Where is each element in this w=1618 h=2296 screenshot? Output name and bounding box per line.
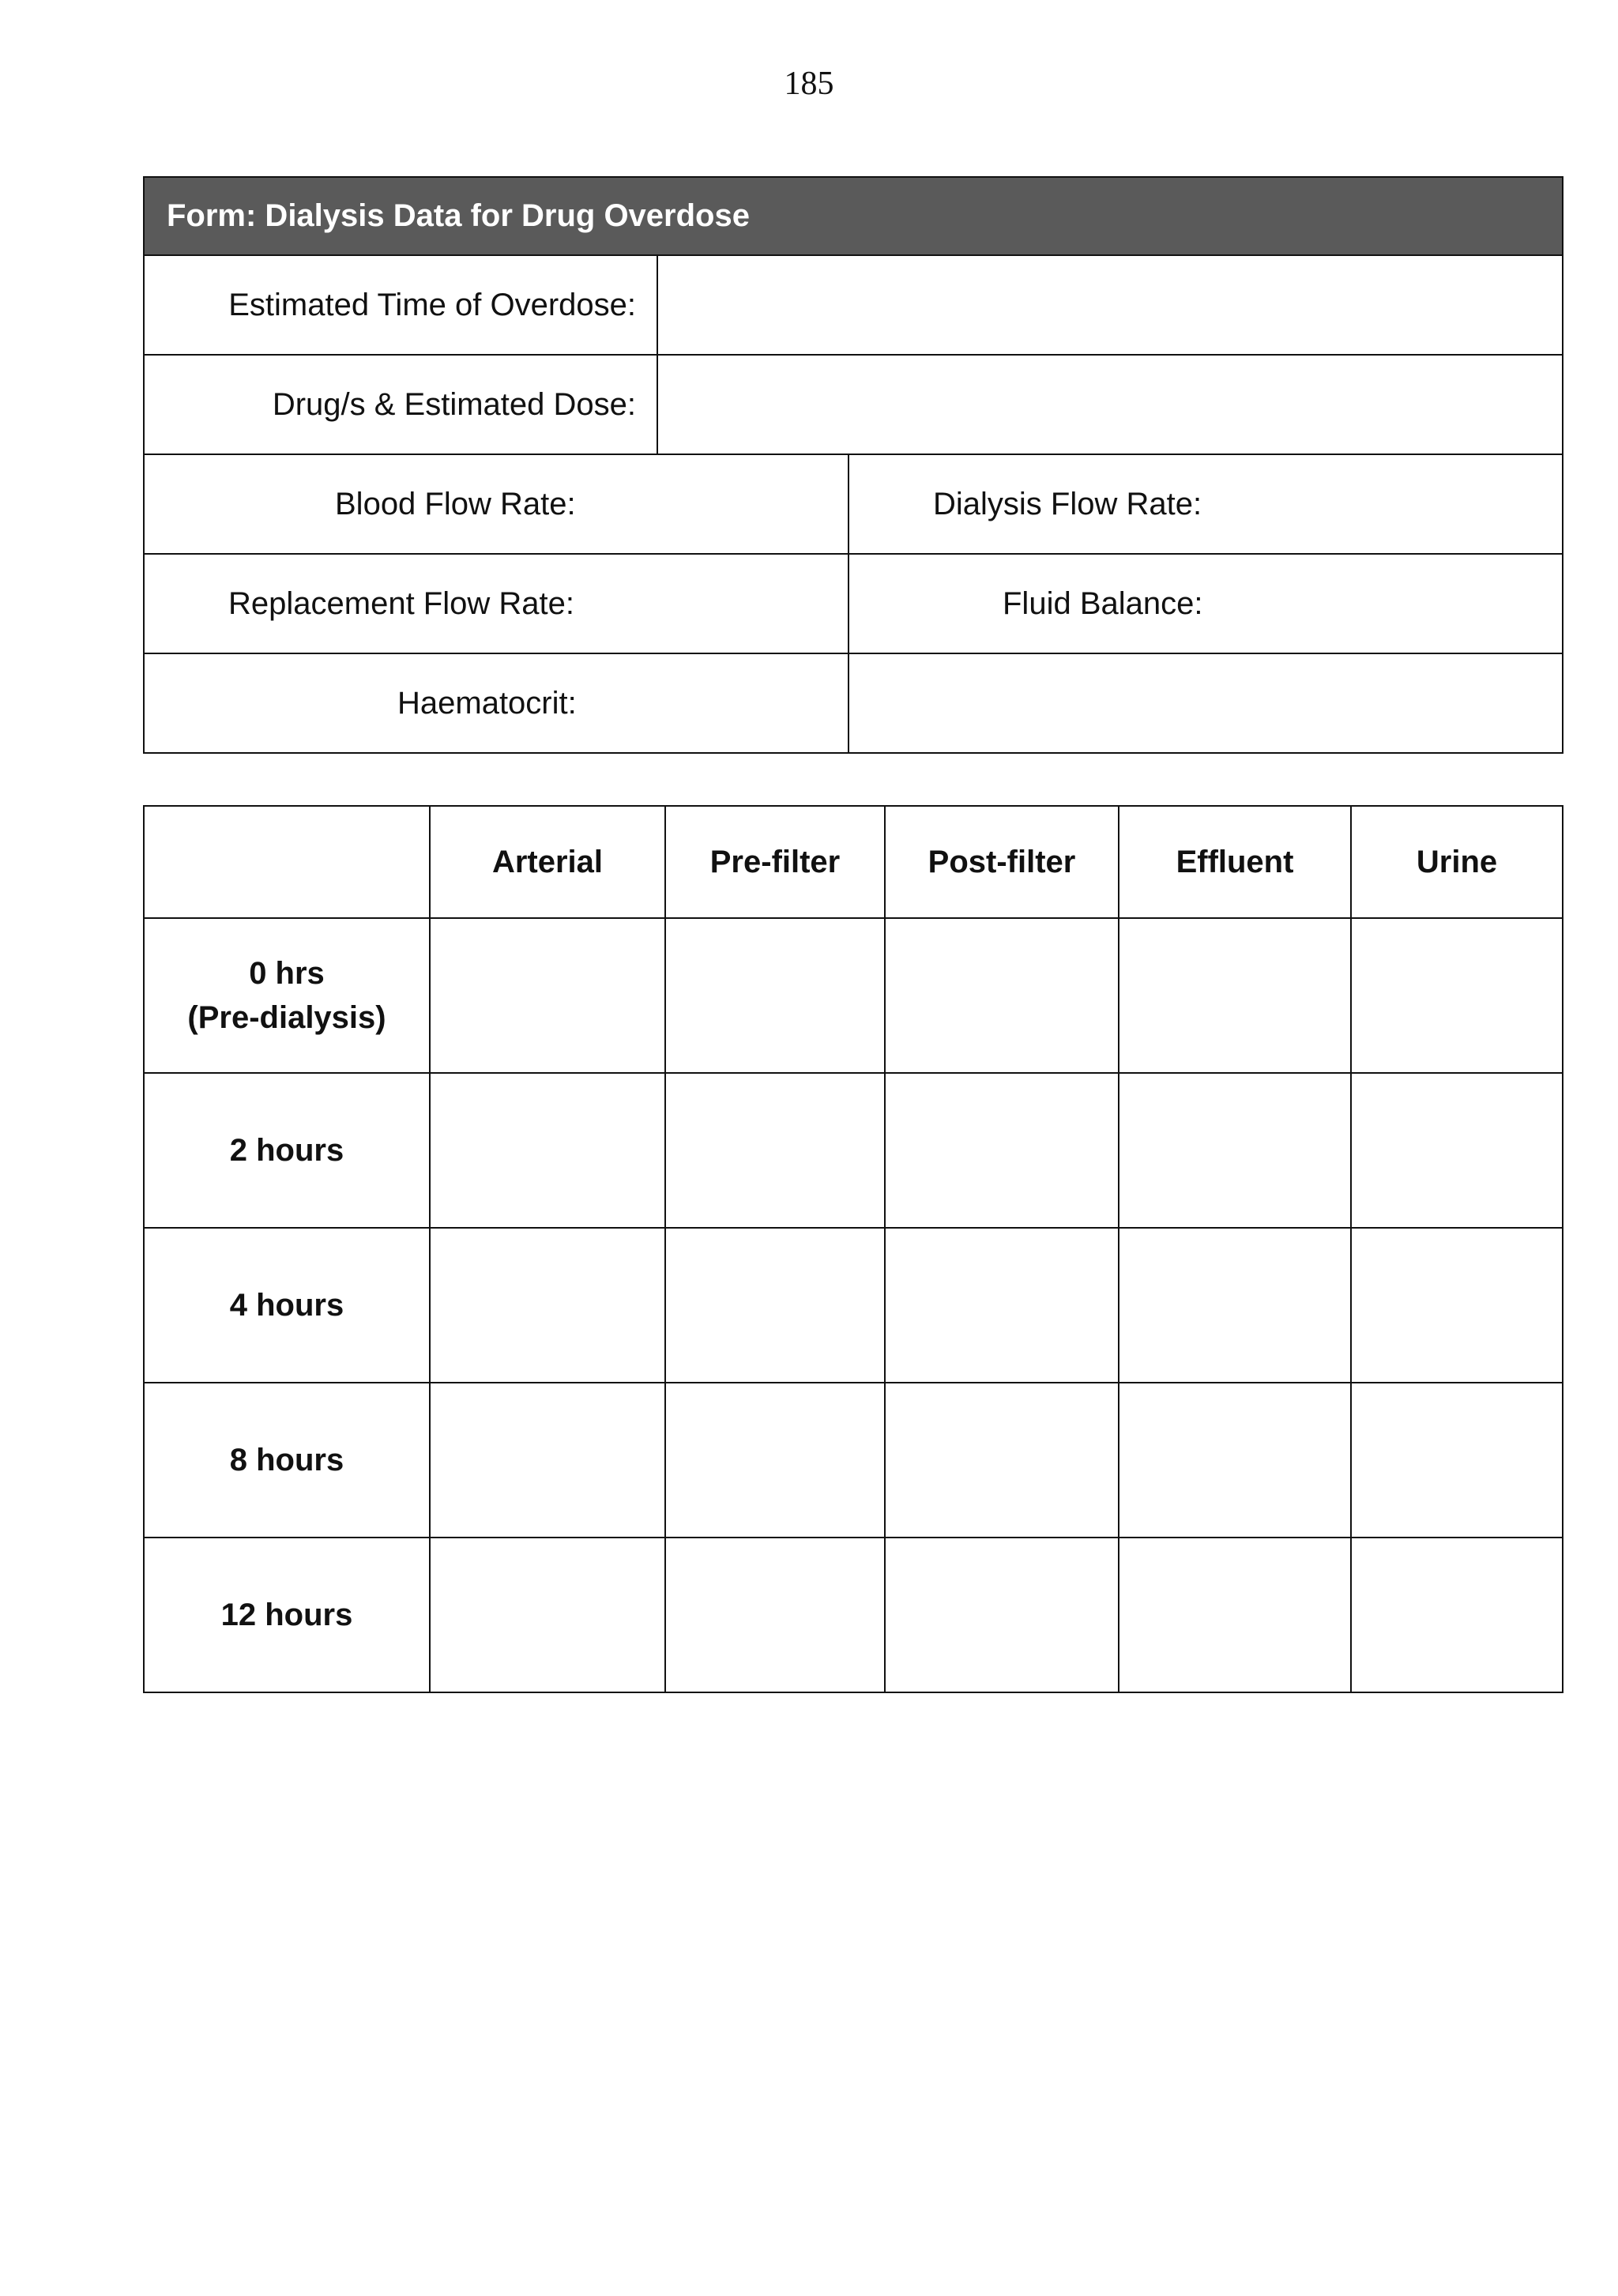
- page-number: 185: [784, 66, 834, 102]
- urine-cell[interactable]: [1351, 918, 1563, 1073]
- table-row: [144, 1228, 1563, 1383]
- pre-filter-cell[interactable]: [665, 1538, 885, 1692]
- pre-filter-cell[interactable]: [665, 1073, 885, 1228]
- urine-cell[interactable]: [1351, 1228, 1563, 1383]
- pre-filter-cell[interactable]: [665, 1228, 885, 1383]
- empty-cell: [849, 653, 1563, 753]
- dialysis-flow-cell[interactable]: [849, 454, 1563, 554]
- header-urine: Urine: [1351, 806, 1563, 918]
- drugs-dose-field[interactable]: [657, 355, 1563, 454]
- estimated-time-field[interactable]: [657, 255, 1563, 355]
- post-filter-cell[interactable]: [885, 918, 1119, 1073]
- post-filter-cell[interactable]: [885, 1538, 1119, 1692]
- arterial-cell[interactable]: [430, 1538, 665, 1692]
- sample-table: [143, 805, 1563, 1693]
- post-filter-cell[interactable]: [885, 1228, 1119, 1383]
- header-pre-filter: Pre-filter: [665, 806, 885, 918]
- table-row: [144, 1538, 1563, 1692]
- arterial-cell[interactable]: [430, 1383, 665, 1538]
- arterial-cell[interactable]: [430, 918, 665, 1073]
- post-filter-cell[interactable]: [885, 1073, 1119, 1228]
- post-filter-cell[interactable]: [885, 1383, 1119, 1538]
- time-label: 8 hours: [144, 1383, 430, 1538]
- table-row: [144, 918, 1563, 1073]
- urine-cell[interactable]: [1351, 1073, 1563, 1228]
- header-post-filter: Post-filter: [885, 806, 1119, 918]
- arterial-cell[interactable]: [430, 1073, 665, 1228]
- time-label: 12 hours: [144, 1538, 430, 1692]
- haematocrit-label: Haematocrit:: [397, 685, 577, 721]
- time-label-note: (Pre-dialysis): [187, 1000, 386, 1035]
- header-arterial: Arterial: [430, 806, 665, 918]
- effluent-cell[interactable]: [1119, 1538, 1351, 1692]
- pre-filter-cell[interactable]: [665, 1383, 885, 1538]
- form-title: Form: Dialysis Data for Drug Overdose: [144, 177, 1563, 255]
- table-row: [144, 1073, 1563, 1228]
- header-corner: [144, 806, 430, 918]
- urine-cell[interactable]: [1351, 1538, 1563, 1692]
- time-label: [144, 918, 430, 1073]
- effluent-cell[interactable]: [1119, 1073, 1351, 1228]
- effluent-cell[interactable]: [1119, 1228, 1351, 1383]
- table-row: [144, 1383, 1563, 1538]
- drugs-dose-label: Drug/s & Estimated Dose:: [144, 355, 657, 454]
- pre-filter-cell[interactable]: [665, 918, 885, 1073]
- haematocrit-cell[interactable]: [144, 653, 849, 753]
- arterial-cell[interactable]: [430, 1228, 665, 1383]
- replacement-flow-cell[interactable]: [144, 554, 849, 653]
- dialysis-form: [143, 176, 1563, 754]
- fluid-balance-label: Fluid Balance:: [1003, 585, 1203, 621]
- effluent-cell[interactable]: [1119, 918, 1351, 1073]
- time-label: 4 hours: [144, 1228, 430, 1383]
- dialysis-flow-label: Dialysis Flow Rate:: [933, 486, 1202, 521]
- time-label-line: 0 hrs: [249, 956, 325, 991]
- blood-flow-label: Blood Flow Rate:: [335, 486, 576, 521]
- effluent-cell[interactable]: [1119, 1383, 1351, 1538]
- replacement-flow-label: Replacement Flow Rate:: [228, 585, 574, 621]
- time-label: 2 hours: [144, 1073, 430, 1228]
- fluid-balance-cell[interactable]: [849, 554, 1563, 653]
- blood-flow-cell[interactable]: [144, 454, 849, 554]
- urine-cell[interactable]: [1351, 1383, 1563, 1538]
- header-effluent: Effluent: [1119, 806, 1351, 918]
- estimated-time-label: Estimated Time of Overdose:: [144, 255, 657, 355]
